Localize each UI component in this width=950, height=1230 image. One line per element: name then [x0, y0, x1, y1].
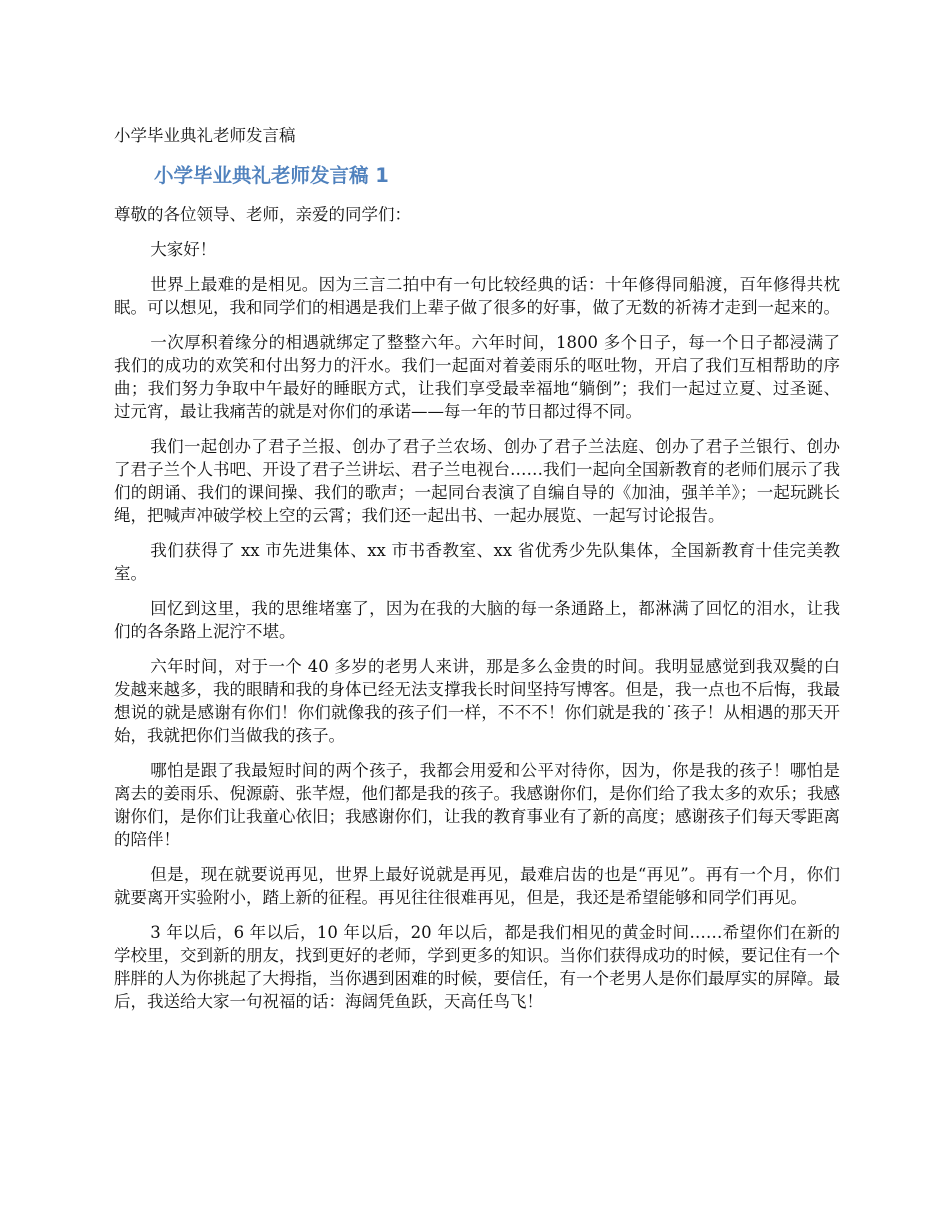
- paragraph: 一次厚积着缘分的相遇就绑定了整整六年。六年时间，1800 多个日子，每一个日子都浸满了我们的成功的欢笑和付出努力的汗水。我们一起面对着姜雨乐的呕吐物，开启了我们互相帮助的序曲；我们努力争取中午最好的睡眠方式，让我们享受最幸福地“躺倒”；我们一起过立夏、过圣诞、过元宵，最让我痛苦的就是对你们的承诺——每一年的节日都过得不同。: [114, 333, 840, 421]
- paragraph: 我们一起创办了君子兰报、创办了君子兰农场、创办了君子兰法庭、创办了君子兰银行、创办了君子兰个人书吧、开设了君子兰讲坛、君子兰电视台……我们一起向全国新教育的老师们展示了我们的朗诵、我们的课间操、我们的歌声；一起同台表演了自编自导的《加油，强羊羊》；一起玩跳长绳，把喊声冲破学校上空的云霄；我们还一起出书、一起办展览、一起写讨论报告。: [114, 437, 840, 525]
- greeting: 大家好！: [150, 240, 217, 259]
- paragraph: 世界上最难的是相见。因为三言二拍中有一句比较经典的话：十年修得同船渡，百年修得共枕眠。可以想见，我和同学们的相遇是我们上辈子做了很多的好事，做了无数的祈祷才走到一起来的。: [114, 275, 840, 317]
- salutation: 尊敬的各位领导、老师，亲爱的同学们：: [114, 205, 411, 224]
- paragraph: 但是，现在就要说再见，世界上最好说就是再见，最难启齿的也是“再见”。再有一个月，你们就要离开实验附小，踏上新的征程。再见往往很难再见，但是，我还是希望能够和同学们再见。: [114, 865, 840, 907]
- paragraph: 3 年以后，6 年以后，10 年以后，20 年以后，都是我们相见的黄金时间……希望你们在新的学校里，交到新的朋友，找到更好的老师，学到更多的知识。当你们获得成功的时候，要记住有一个胖胖的人为你挑起了大拇指，当你遇到困难的时候，要信任，有一个老男人是你们最厚实的屏障。最后，我送给大家一句祝福的话：海阔凭鱼跃，天高任鸟飞！: [114, 923, 840, 1011]
- paragraph: 六年时间，对于一个 40 多岁的老男人来讲，那是多么金贵的时间。我明显感觉到我双鬓的白发越来越多，我的眼睛和我的身体已经无法支撑我长时间坚持写博客。但是，我一点也不后悔，我最想说的就是感谢有你们！你们就像我的孩子们一样，不不不！你们就是我的˙孩子！从相遇的那天开始，我就把你们当做我的孩子。: [114, 657, 840, 745]
- document-page: [114, 124, 840, 1025]
- document-title: 小学毕业典礼老师发言稿: [114, 126, 296, 145]
- section-heading: 小学毕业典礼老师发言稿 1: [154, 164, 389, 187]
- paragraph: 哪怕是跟了我最短时间的两个孩子，我都会用爱和公平对待你，因为，你是我的孩子！哪怕是离去的姜雨乐、倪源蔚、张芊煜，他们都是我的孩子。我感谢你们，是你们给了我太多的欢乐；我感谢你们，是你们让我童心依旧；我感谢你们，让我的教育事业有了新的高度；感谢孩子们每天零距离的陪伴！: [114, 761, 840, 849]
- paragraph: 我们获得了 xx 市先进集体、xx 市书香教室、xx 省优秀少先队集体，全国新教育十佳完美教室。: [114, 541, 840, 583]
- paragraph: 回忆到这里，我的思维堵塞了，因为在我的大脑的每一条通路上，都淋满了回忆的泪水，让我们的各条路上泥泞不堪。: [114, 599, 840, 641]
